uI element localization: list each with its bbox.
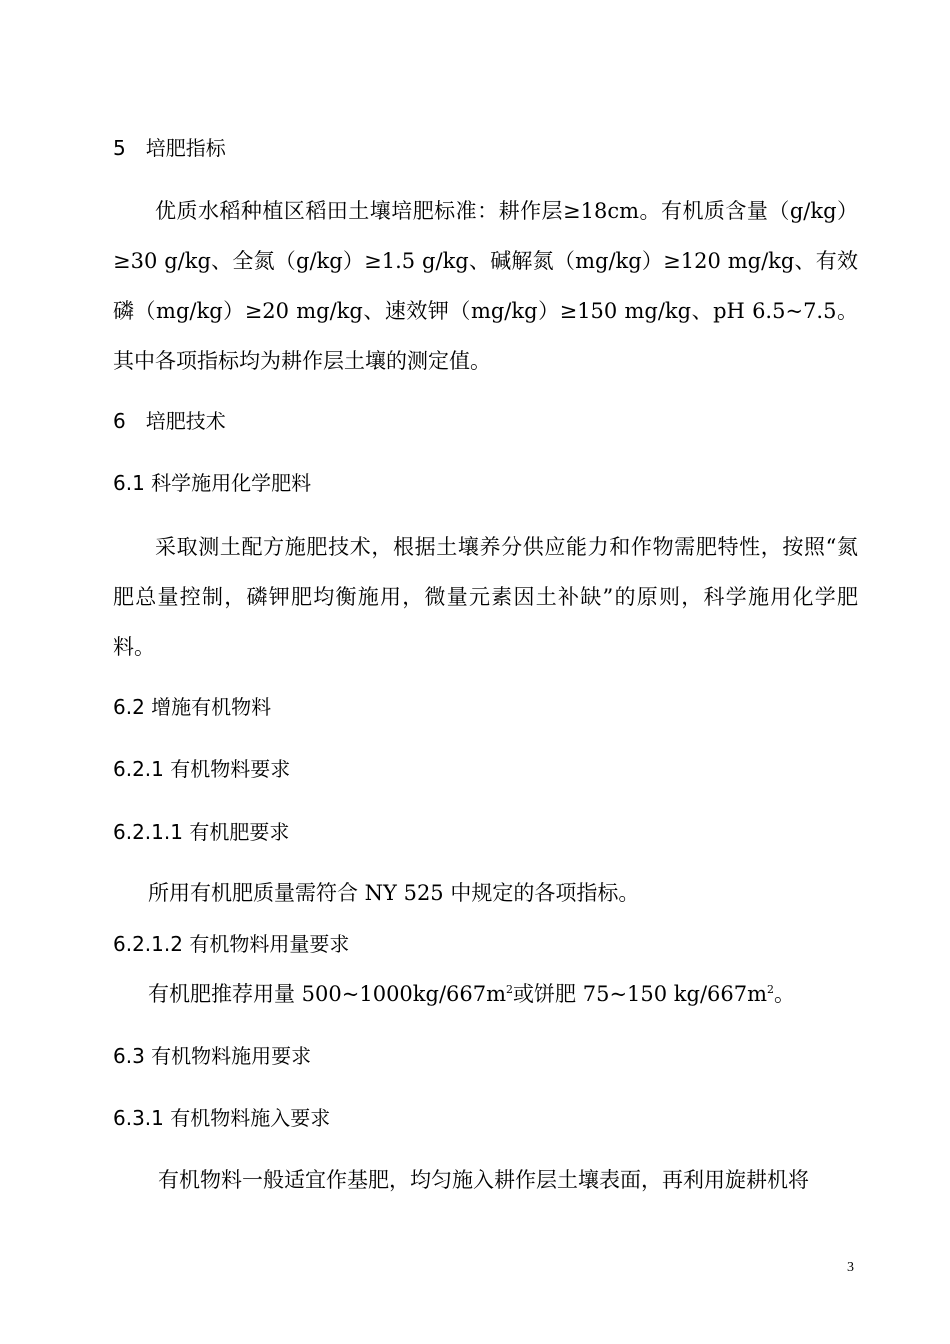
dosage-unit-superscript-a: 2 (506, 983, 514, 996)
dosage-unit-superscript-b: 2 (767, 983, 775, 996)
section-6-2-1-title: 6.2.1 有机物料要求 (113, 757, 291, 781)
section-6-3-title: 6.3 有机物料施用要求 (113, 1044, 312, 1068)
page-number: 3 (847, 1260, 854, 1275)
section-6-2-title: 6.2 增施有机物料 (113, 695, 272, 719)
section-6-2-1-2-body (148, 979, 795, 1009)
section-6-1-body: 采取测土配方施肥技术，根据土壤养分供应能力和作物需肥特性，按照“氮肥总量控制，磷钾肥均衡施用，微量元素因土补缺”的原则，科学施用化学肥料。 (113, 535, 858, 659)
section-6-3-1-title: 6.3.1 有机物料施入要求 (113, 1106, 331, 1130)
section-5-body: 优质水稻种植区稻田土壤培肥标准：耕作层≥18cm。有机质含量（g/kg）≥30 g/kg、全氮（g/kg）≥1.5 g/kg、碱解氮（mg/kg）≥120 mg/kg、有效磷（mg/kg）≥20 mg/kg、速效钾（mg/kg）≥150 mg/kg、pH 6.5~7.5。其中各项指标均为耕作层土壤的测定值。 (113, 199, 858, 373)
section-6-3-1-body: 有机物料一般适宜作基肥，均匀施入耕作层土壤表面，再利用旋耕机将 (158, 1168, 809, 1192)
section-6-2-1-1-title: 6.2.1.1 有机肥要求 (113, 820, 290, 844)
section-6-2-1-1-body: 所用有机肥质量需符合 NY 525 中规定的各项指标。 (148, 881, 640, 905)
section-5-title: 5 培肥指标 (113, 136, 226, 160)
section-6-1-title: 6.1 科学施用化学肥料 (113, 471, 312, 495)
section-6-title: 6 培肥技术 (113, 409, 226, 433)
dosage-text-c: 。 (774, 982, 796, 1006)
dosage-text-b: 或饼肥 75~150 kg/667m (513, 982, 768, 1006)
dosage-text-a: 有机肥推荐用量 500~1000kg/667m (148, 982, 507, 1006)
section-6-2-1-2-title: 6.2.1.2 有机物料用量要求 (113, 932, 350, 956)
